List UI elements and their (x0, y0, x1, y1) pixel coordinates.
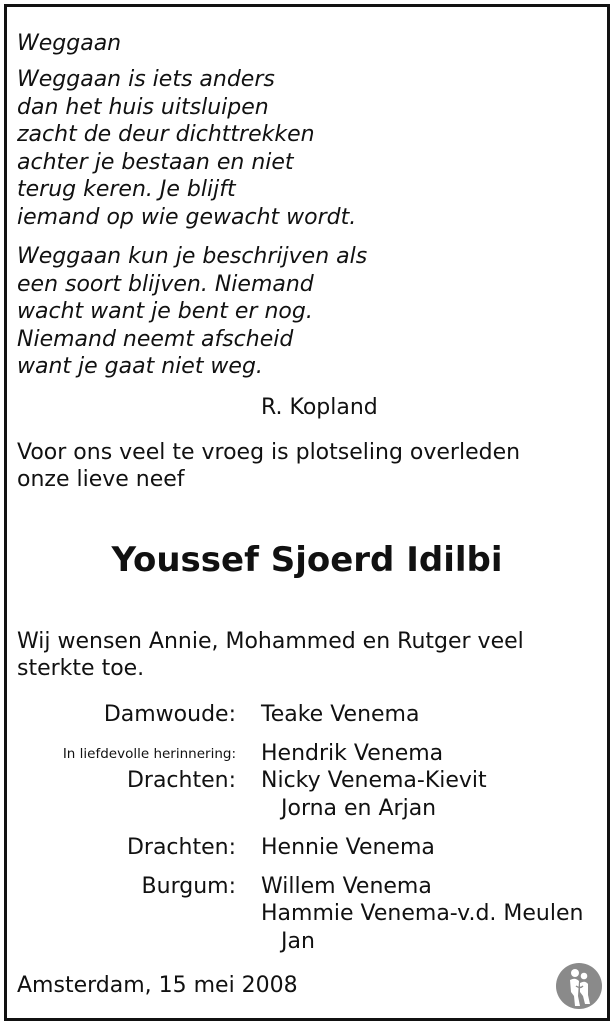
place-drachten-2: Drachten: (126, 835, 236, 860)
person-teake: Teake Venema (261, 702, 420, 727)
memory-note: In liefdevolle herinnering: (62, 746, 236, 762)
poem-stanza-2 (17, 243, 367, 381)
poem-line: iemand op wie gewacht wordt. (17, 204, 357, 230)
poem-line: wacht want je bent er nog. (17, 299, 313, 324)
mourning-figures-icon (555, 962, 603, 1010)
poem-author: R. Kopland (261, 395, 378, 420)
poem-line: terug keren. Je blijft (17, 177, 236, 202)
place-date: Amsterdam, 15 mei 2008 (17, 973, 298, 998)
person-hendrik: Hendrik Venema (261, 741, 444, 766)
wishes-line-1: Wij wensen Annie, Mohammed en Rutger veel (17, 629, 524, 654)
child-jan: Jan (281, 929, 315, 954)
children-jorna-arjan: Jorna en Arjan (281, 796, 437, 821)
person-hammie: Hammie Venema-v.d. Meulen (261, 901, 584, 926)
poem-stanza-1 (17, 66, 356, 231)
place-drachten-1: Drachten: (126, 768, 236, 793)
poem-title (17, 30, 121, 58)
poem-line: Weggaan kun je beschrijven als (17, 244, 368, 269)
place-damwoude: Damwoude: (103, 702, 236, 727)
poem-line: dan het huis uitsluipen (17, 94, 269, 120)
poem-line: zacht de deur dichttrekken (17, 122, 315, 147)
poem-line: want je gaat niet weg. (17, 354, 263, 379)
poem-title-text: Weggaan (17, 31, 122, 56)
wishes-line-2: sterkte toe. (17, 656, 145, 681)
poem-line: Niemand neemt afscheid (17, 326, 294, 352)
deceased-name: Youssef Sjoerd Idilbi (111, 540, 503, 580)
poem-line: Weggaan is iets anders (17, 67, 275, 92)
person-nicky: Nicky Venema-Kievit (261, 768, 487, 793)
poem-line: een soort blijven. Niemand (17, 271, 314, 297)
announcement-line-1: Voor ons veel te vroeg is plotseling overleden (17, 440, 521, 465)
person-hennie: Hennie Venema (261, 835, 435, 860)
person-willem: Willem Venema (261, 874, 432, 899)
place-burgum: Burgum: (141, 874, 236, 899)
announcement-line-2: onze lieve neef (17, 467, 185, 492)
poem-line: achter je bestaan en niet (17, 149, 294, 175)
